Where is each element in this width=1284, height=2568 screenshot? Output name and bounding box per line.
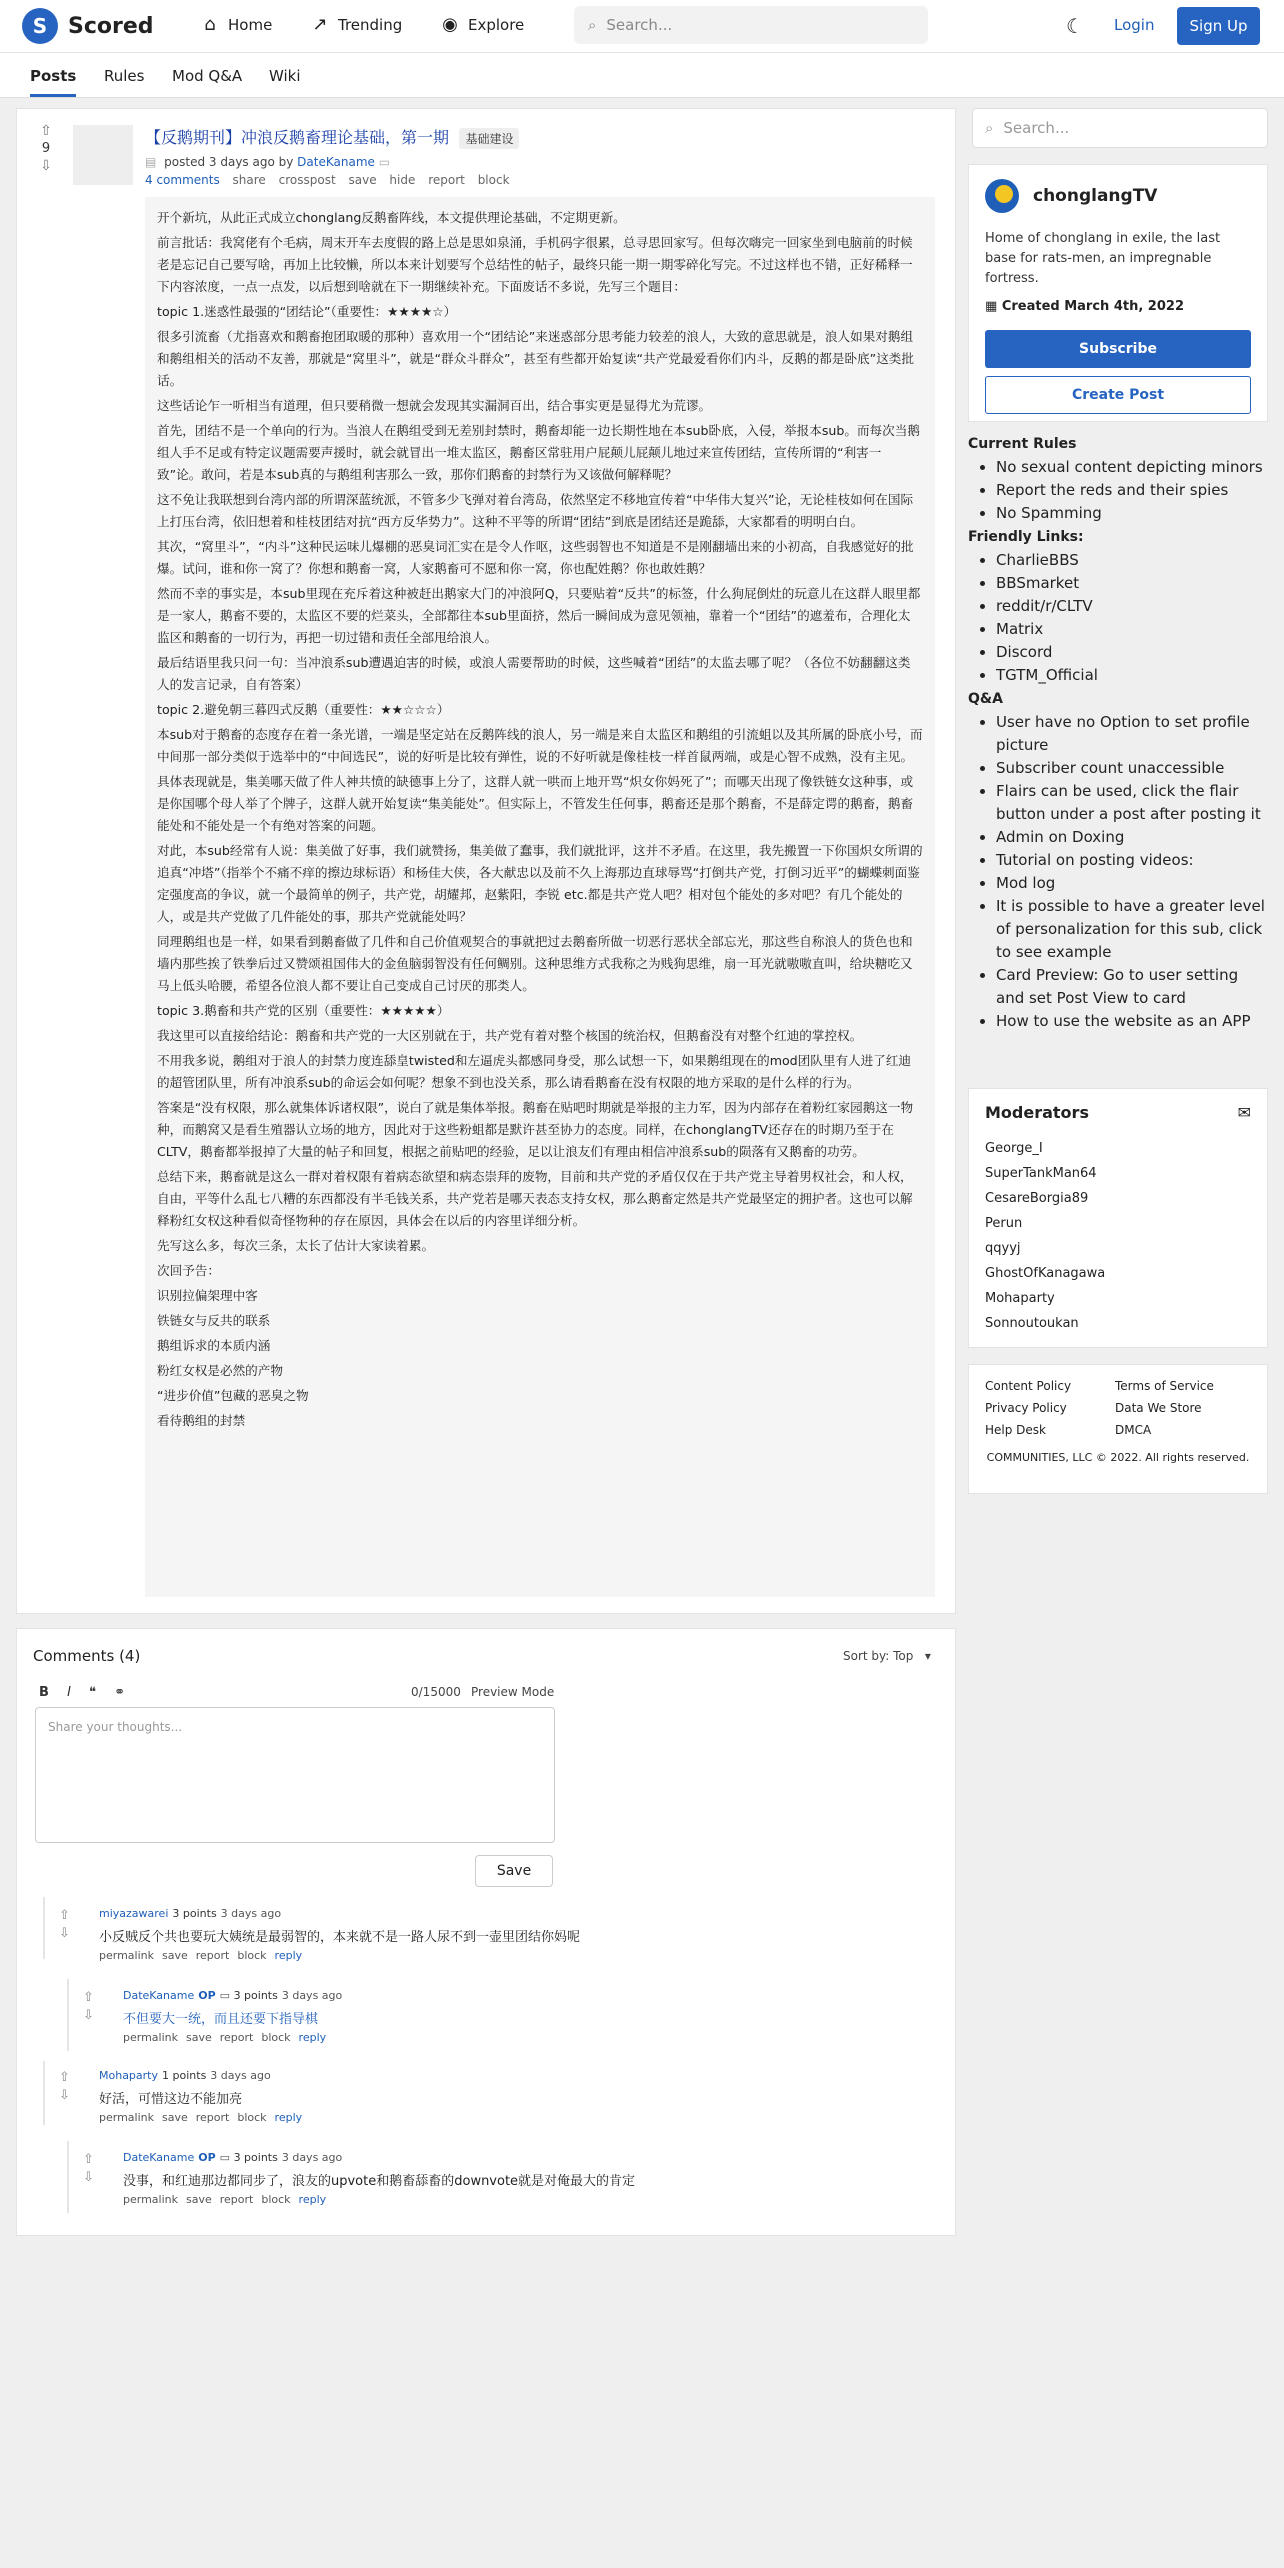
- comment-permalink-link[interactable]: permalink: [99, 2111, 154, 2124]
- comment-reply-link[interactable]: reply: [274, 2111, 303, 2124]
- moderator-link[interactable]: CesareBorgia89: [985, 1191, 1089, 1206]
- caret-down-icon: ▾: [917, 1649, 931, 1663]
- comment-author[interactable]: miyazawarei: [99, 1907, 169, 1920]
- comment-block-link[interactable]: block: [237, 1949, 267, 1962]
- save-comment-button[interactable]: Save: [475, 1855, 553, 1887]
- post-vote: [35, 123, 57, 174]
- bold-icon[interactable]: B: [39, 1685, 49, 1700]
- comment-permalink-link[interactable]: permalink: [123, 2031, 178, 2044]
- comment-save-link[interactable]: save: [162, 1949, 188, 1962]
- upvote-icon[interactable]: ⇧: [83, 2152, 94, 2167]
- footer-link[interactable]: Content Policy: [985, 1379, 1072, 1393]
- post-paragraph: 本sub对于鹅畜的态度存在着一条光谱，一端是坚定站在反鹅阵线的浪人，另一端是来自太监区和鹅组的引流蛆以及其所属的卧底小号，而中间那一部分类似于选举中的“中间选民”，说的好听是比较有弹性，说的不好听就是像桂枝一样首鼠两端，或是心智不成熟，没有主见。: [157, 727, 923, 764]
- subscribe-button[interactable]: Subscribe: [985, 330, 1251, 368]
- community-name[interactable]: chonglangTV: [1033, 186, 1158, 206]
- comment-meta: [123, 1989, 883, 2002]
- tab-wiki[interactable]: Wiki: [269, 67, 301, 85]
- comment-report-link[interactable]: report: [219, 2031, 254, 2044]
- downvote-icon[interactable]: ⇩: [83, 2008, 94, 2023]
- comment-actions: [123, 2193, 883, 2206]
- sort-label: Sort by: Top: [843, 1649, 914, 1663]
- community-description: Home of chonglang in exile, the last base for rats-men, an impregnable fortress.: [985, 231, 1221, 286]
- comment-report-link[interactable]: report: [219, 2193, 254, 2206]
- tab-posts[interactable]: Posts: [30, 67, 76, 97]
- friendly-link[interactable]: • reddit/r/CLTV: [996, 595, 1268, 618]
- comment-report-link[interactable]: report: [195, 2111, 230, 2124]
- comments-card: [16, 1628, 956, 2236]
- post-paragraph: 我这里可以直接给结论：鹅畜和共产党的一大区别就在于，共产党有着对整个核国的统治权，但鹅畜没有对整个红迪的掌控权。: [157, 1028, 863, 1043]
- qa-item[interactable]: • How to use the website as an APP: [996, 1010, 1268, 1033]
- comment-body: [99, 1907, 859, 1962]
- search-input[interactable]: [574, 6, 928, 44]
- footer-card: [968, 1364, 1268, 1494]
- sidebar-rules: [968, 434, 1268, 1037]
- comment-permalink-link[interactable]: permalink: [99, 1949, 154, 1962]
- share-link[interactable]: share: [232, 173, 266, 187]
- nav-explore-label: Explore: [468, 15, 525, 34]
- post-paragraph: 最后结语里我只问一句：当冲浪系sub遭遇迫害的时候，或浪人需要帮助的时候，这些喊着“团结”的太监去哪了呢？（各位不妨翻翻这类人的发言记录，自有答案）: [157, 655, 911, 692]
- post-card: [16, 108, 956, 1614]
- moderators-list: [985, 1136, 1251, 1336]
- moderators-card: [968, 1088, 1268, 1348]
- comment-text: 没事，和红迪那边都同步了，浪友的upvote和鹅畜舔畜的downvote就是对俺最大的肯定: [123, 2174, 636, 2189]
- post-paragraph: 总结下来，鹅畜就是这么一群对着权限有着病态欲望和病态崇拜的废物，目前和共产党的矛盾仅仅在于共产党主导着男权社会，和人权，自由，平等什么乱七八糟的东西都没有半毛钱关系，共产党若是哪天表态支持女权，那么鹅畜定然是共产党最坚定的拥护者。这也可以解释粉红女权这种看似奇怪物种的存在原因，具体会在以后的内容里详细分析。: [157, 1169, 913, 1228]
- upvote-icon[interactable]: ⇧: [83, 1990, 94, 2005]
- comment-reply-link[interactable]: reply: [298, 2031, 327, 2044]
- comment-textarea[interactable]: Share your thoughts...: [35, 1707, 555, 1843]
- post-paragraph: topic 1.迷惑性最强的“团结论”（重要性：★★★★☆）: [157, 304, 457, 319]
- comment-author[interactable]: DateKaname: [123, 2151, 195, 2164]
- comments-title: Comments (4): [33, 1647, 141, 1665]
- qa-item[interactable]: • It is possible to have a greater level of personalization for this sub, click to see example: [996, 895, 1268, 964]
- footer-link[interactable]: Help Desk: [985, 1423, 1046, 1437]
- comment-author[interactable]: DateKaname: [123, 1989, 195, 2002]
- post-body: [145, 197, 935, 1597]
- qa-item[interactable]: • Card Preview: Go to user setting and set Post View to card: [996, 964, 1268, 1010]
- qa-item[interactable]: • Flairs can be used, click the flair button under a post after posting it: [996, 780, 1268, 826]
- post-paragraph: 具体表现就是，集美哪天做了件人神共愤的缺德事上分了，这群人就一哄而上地开骂“炽女你妈死了”；而哪天出现了像铁链女这种事，或是你国哪个母人举了个牌子，这群人就开始复读“集美能处”。但实际上，不管发生任何事，鹅畜还是那个鹅畜，不是薛定谔的鹅畜，鹅畜能处和不能处是一个有绝对答案的问题。: [157, 774, 914, 833]
- thread-line: [67, 2141, 69, 2213]
- moderator-link[interactable]: GhostOfKanagawa: [985, 1266, 1106, 1281]
- post-paragraph: 首先，团结不是一个单向的行为。当浪人在鹅组受到无差别封禁时，鹅畜却能一边长期性地在本sub卧底，入侵，举报本sub。而每次当鹅组人手不足或有特定议题需要声援时，就会就冒出一堆太监区，鹅畜区常驻用户屁颠儿屁颠儿地过来宣传团结，宣传所谓的“利害一致”论。敢问，若是本sub真的与鹅组利害那么一致，那你们鹅畜的封禁行为又该做何解释呢？: [157, 423, 920, 482]
- nav-home[interactable]: [200, 14, 272, 35]
- post-meta: [145, 155, 925, 169]
- comment-text: 小反贼反个共也要玩大姨统是最弱智的，本来就不是一路人尿不到一壶里团结你妈呢: [99, 1930, 581, 1945]
- post-flair[interactable]: 基础建设: [459, 128, 519, 149]
- post-paragraph: 这些话论乍一听相当有道理，但只要稍微一想就会发现其实漏洞百出，结合事实更是显得尤为荒谬。: [157, 398, 712, 413]
- moderator-link[interactable]: George_I: [985, 1141, 1043, 1156]
- crosspost-link[interactable]: crosspost: [278, 173, 336, 187]
- community-created: [985, 299, 1251, 314]
- qa-item[interactable]: • Tutorial on posting videos:: [996, 849, 1268, 872]
- post-author[interactable]: DateKaname: [297, 155, 375, 169]
- thread-line: [67, 1979, 69, 2051]
- sidebar-search-placeholder: Search...: [1003, 119, 1070, 137]
- comment-points: 3 points: [172, 1907, 217, 1920]
- moderators-header: [985, 1103, 1251, 1122]
- friendly-link[interactable]: • BBSmarket: [996, 572, 1268, 595]
- comment-actions: [99, 1949, 859, 1962]
- signup-button[interactable]: Sign Up: [1177, 7, 1260, 45]
- op-badge: OP: [198, 2151, 216, 2164]
- user-flair-icon: ▭: [219, 2151, 234, 2164]
- thread-line: [43, 1897, 45, 1959]
- friendly-links-list: [968, 549, 1268, 687]
- sort-dropdown[interactable]: [843, 1649, 931, 1663]
- login-link[interactable]: Login: [1114, 16, 1155, 34]
- post-paragraph: 次回予告：: [157, 1263, 220, 1278]
- explore-icon: ◉: [442, 14, 458, 35]
- post-paragraph: topic 3.鹅畜和共产党的区别（重要性：★★★★★）: [157, 1003, 450, 1018]
- comment-meta: [99, 1907, 859, 1920]
- comment-reply-link[interactable]: reply: [298, 2193, 327, 2206]
- rule-item[interactable]: • No sexual content depicting minors: [996, 456, 1268, 479]
- save-link[interactable]: save: [348, 173, 377, 187]
- tab-mod-qa[interactable]: Mod Q&A: [172, 67, 243, 85]
- community-card: [968, 164, 1268, 422]
- footer-link[interactable]: Terms of Service: [1115, 1379, 1214, 1393]
- post-paragraph: 然而不幸的事实是，本sub里现在充斥着这种被赶出鹅家大门的冲浪阿Q，只要贴着“反共”的标签，什么狗屁倒灶的玩意儿在这群人眼里都是一家人，鹅畜不要的，太监区不要的烂菜头，全部都往本sub里面挤，然后一瞬间成为意见领袖，靠着一个“团结”的遮羞布，合理化太监区和鹅畜的一切行为，再把一切过错和责任全部甩给浪人。: [157, 586, 921, 645]
- post-score: 9: [41, 141, 51, 156]
- friendly-link[interactable]: • TGTM_Official: [996, 664, 1268, 687]
- comment-meta: [123, 2151, 883, 2164]
- friendly-link[interactable]: • Discord: [996, 641, 1268, 664]
- comment-time: 3 days ago: [210, 2069, 271, 2082]
- moderator-link[interactable]: qqyyj: [985, 1241, 1021, 1256]
- qa-item[interactable]: • Mod log: [996, 872, 1268, 895]
- qa-heading: Q&A: [968, 691, 1003, 707]
- moderators-title: Moderators: [985, 1103, 1089, 1122]
- nav-trending-label: Trending: [338, 15, 403, 34]
- site-name: Scored: [68, 13, 154, 39]
- created-date: Created March 4th, 2022: [1001, 299, 1184, 314]
- op-badge: OP: [198, 1989, 216, 2002]
- logo-icon: S: [22, 8, 58, 44]
- downvote-icon[interactable]: ⇩: [40, 158, 52, 174]
- block-link[interactable]: block: [477, 173, 510, 187]
- comment-block-link[interactable]: block: [261, 2193, 291, 2206]
- create-post-button[interactable]: Create Post: [985, 376, 1251, 414]
- post-thumbnail[interactable]: [73, 125, 133, 185]
- comment-report-link[interactable]: report: [195, 1949, 230, 1962]
- comment-reply-link[interactable]: reply: [274, 1949, 303, 1962]
- upvote-icon[interactable]: ⇧: [40, 123, 52, 139]
- post-paragraph: “进步价值”包藏的恶臭之物: [157, 1388, 309, 1403]
- footer-link[interactable]: Data We Store: [1115, 1401, 1202, 1415]
- post-paragraph: 同理鹅组也是一样，如果看到鹅畜做了几件和自己价值观契合的事就把过去鹅畜所做一切恶行恶状全部忘光，那这些自称浪人的货色也和墙内那些挨了铁拳后过又赞颂祖国伟大的金鱼脑弱智没有任何鲷别。这种思维方式我称之为贱狗思维，扇一耳光就嗷嗷直叫，给块糖吃又马上低头哈腰，希望各位浪人都不要让自己变成自己讨厌的那类人。: [157, 934, 913, 993]
- comment-time: 3 days ago: [220, 1907, 282, 1920]
- thread-line: [43, 2061, 45, 2125]
- search-placeholder: Search...: [606, 16, 673, 34]
- post-paragraph: 鹅组诉求的本质内涵: [157, 1338, 271, 1353]
- nav-trending[interactable]: [310, 14, 402, 35]
- comment-vote: [59, 2069, 70, 2105]
- search-icon: ⌕: [588, 16, 597, 34]
- post-paragraph: 其次，“窝里斗”，“内斗”这种民运味儿爆棚的恶臭词汇实在是令人作呕，这些弱智也不知道是不是刚翻墙出来的小初高，自我感觉好的批爆。试问，谁和你一窝了？你想和鹅畜一窝，人家鹅畜可不愿和你一窝，你也配姓鹅？你也敢姓鹅？: [157, 539, 914, 576]
- italic-icon[interactable]: I: [67, 1685, 71, 1700]
- hide-link[interactable]: hide: [389, 173, 416, 187]
- comment-permalink-link[interactable]: permalink: [123, 2193, 178, 2206]
- message-mods-icon[interactable]: ✉: [1237, 1103, 1251, 1122]
- comment-author[interactable]: Mohaparty: [99, 2069, 159, 2082]
- comment-text: 不但要大一统，而且还要下指导棋: [123, 2012, 319, 2027]
- downvote-icon[interactable]: ⇩: [59, 1926, 70, 1941]
- char-counter: 0/15000: [411, 1685, 461, 1699]
- report-link[interactable]: report: [428, 173, 465, 187]
- search-icon: ⌕: [985, 119, 994, 137]
- post-paragraph: 铁链女与反共的联系: [157, 1313, 271, 1328]
- sidebar-search-input[interactable]: [972, 108, 1268, 148]
- dark-mode-icon[interactable]: ☾: [1066, 14, 1084, 38]
- comment-actions: [99, 2111, 859, 2124]
- moderator-link[interactable]: Mohaparty: [985, 1291, 1055, 1306]
- link-icon[interactable]: ⚭: [114, 1685, 126, 1700]
- community-tabs: [0, 52, 1284, 98]
- comment-vote: [59, 1907, 70, 1943]
- moderator-link[interactable]: Sonnoutoukan: [985, 1316, 1079, 1331]
- downvote-icon[interactable]: ⇩: [83, 2170, 94, 2185]
- rules-heading: Current Rules: [968, 436, 1077, 452]
- comment-body: [123, 2151, 883, 2206]
- downvote-icon[interactable]: ⇩: [59, 2088, 70, 2103]
- qa-list: [968, 711, 1268, 1033]
- comment-vote: [83, 2151, 94, 2187]
- comment-save-link[interactable]: save: [186, 2193, 212, 2206]
- upvote-icon[interactable]: ⇧: [59, 2070, 70, 2085]
- trending-icon: ↗: [312, 14, 328, 35]
- text-post-icon: ▤: [145, 155, 157, 169]
- post-paragraph: topic 2.避免朝三暮四式反鹅（重要性：★★☆☆☆）: [157, 702, 450, 717]
- post-paragraph: 识别拉偏架理中客: [157, 1288, 258, 1303]
- comment-block-link[interactable]: block: [237, 2111, 267, 2124]
- comment-meta: [99, 2069, 859, 2082]
- rule-item[interactable]: • Report the reds and their spies: [996, 479, 1268, 502]
- quote-icon[interactable]: ❝: [89, 1685, 97, 1700]
- calendar-icon: ▦: [985, 299, 1002, 314]
- friendly-link[interactable]: • Matrix: [996, 618, 1268, 641]
- friendly-link[interactable]: • CharlieBBS: [996, 549, 1268, 572]
- editor-toolbar: [39, 1685, 139, 1700]
- post-paragraph: 这不免让我联想到台湾内部的所谓深蓝统派，不管多少飞弹对着台湾岛，依然坚定不移地宣传着“中华伟大复兴”论，无论桂枝如何在国际上打压台湾，依旧想着和桂枝团结对抗“西方反华势力”。这种不平等的所谓“团结”到底是团结还是跪舔，大家都看的明明白白。: [157, 492, 914, 529]
- comment-time: 3 days ago: [281, 1989, 343, 2002]
- nav-home-label: Home: [228, 15, 273, 34]
- user-flair-icon: ▭: [378, 155, 391, 169]
- comment-points: 1 points: [162, 2069, 207, 2082]
- qa-item[interactable]: • Admin on Doxing: [996, 826, 1268, 849]
- footer-links: [985, 1379, 1251, 1437]
- footer-link[interactable]: DMCA: [1115, 1423, 1152, 1437]
- moderator-link[interactable]: Perun: [985, 1216, 1023, 1231]
- community-avatar: [985, 179, 1019, 213]
- post-title[interactable]: 【反鹅期刊】冲浪反鹅畜理论基础，第一期: [145, 128, 450, 147]
- upvote-icon[interactable]: ⇧: [59, 1908, 70, 1923]
- post-paragraph: 前言批话：我窝佬有个毛病，周末开车去度假的路上总是思如泉涌，手机码字很累，总寻思回家写。但每次嗨完一回家坐到电脑前的时候老是忘记自己要写啥，再加上比较懒，所以本来计划要写个总结性的帖子，最终只能一期一期零碎化写完。不过这样也不错，正好稀释一下内容浓度，一点一点发，以后想到啥就在下一期继续补充。下面废话不多说，先写三个题目：: [157, 235, 913, 294]
- comments-link[interactable]: 4 comments: [145, 173, 220, 187]
- post-paragraph: 先写这么多，每次三条，太长了估计大家读着累。: [157, 1238, 435, 1253]
- post-paragraph: 对此，本sub经常有人说：集美做了好事，我们就赞扬，集美做了蠢事，我们就批评，这并不矛盾。在这里，我先搬置一下你国炽女所谓的追真“冲塔”（指举个不痛不痒的擦边球标语）和杨佳大侠，各大献忠以及前不久上海那边直球辱骂“打倒共产党，打倒习近平”的蝴蝶刺面鉴定强度高的争议，就一个最简单的例子，共产党，胡耀邦，赵紫阳，李锐 etc.都是共产党人吧？相对包个能处的多对吧？有几个能处的人，或是共产党做了几件能处的事，那共产党就能处吗？: [157, 843, 923, 924]
- comment-block-link[interactable]: block: [261, 2031, 291, 2044]
- comment-save-link[interactable]: save: [186, 2031, 212, 2044]
- home-icon: ⌂: [204, 14, 216, 35]
- copyright: COMMUNITIES, LLC © 2022. All rights reserved.: [986, 1451, 1250, 1464]
- comment-save-link[interactable]: save: [162, 2111, 188, 2124]
- moderator-link[interactable]: SuperTankMan64: [985, 1166, 1097, 1181]
- qa-item[interactable]: • Subscriber count unaccessible: [996, 757, 1268, 780]
- post-paragraph: 看待鹅组的封禁: [157, 1413, 246, 1428]
- qa-item[interactable]: • User have no Option to set profile picture: [996, 711, 1268, 757]
- post-paragraph: 粉红女权是必然的产物: [157, 1363, 283, 1378]
- user-flair-icon: ▭: [219, 1989, 234, 2002]
- nav-explore[interactable]: [440, 14, 524, 35]
- comment-text: 好活，可惜这边不能加亮: [99, 2092, 243, 2107]
- site-logo[interactable]: [22, 8, 154, 44]
- post-posted: posted 3 days ago by: [164, 155, 294, 169]
- post-actions: [145, 173, 925, 187]
- post-paragraph: 很多引流畜（尤指喜欢和鹅畜抱团取暖的那种）喜欢用一个“团结论”来迷惑部分思考能力较差的浪人，大致的意思就是，浪人如果对鹅组和鹅组相关的活动不友善，那就是“窝里斗”，就是“群众斗群众”，甚至有些都开始复读“共产党最爱看你们内斗，反鹅的都是卧底”这类批话。: [157, 329, 914, 388]
- rules-list: [968, 456, 1268, 525]
- post-paragraph: 答案是“没有权限，那么就集体诉诸权限”，说白了就是集体举报。鹅畜在贴吧时期就是举报的主力军，因为内部存在着粉红家园鹅这一物种，而鹅窝又是看生殖器认立场的地方，因此对于这些粉蛆都是默许甚至协力的态度。同样，在chonglangTV还存在的时期乃至于在CLTV，鹅畜都举报掉了大量的帖子和回复，根据之前贴吧的经验，足以让浪友们有理由相信冲浪系sub的陨落有又鹅畜的功劳。: [157, 1100, 914, 1159]
- links-heading: Friendly Links:: [968, 529, 1084, 545]
- preview-mode-toggle[interactable]: Preview Mode: [471, 1685, 555, 1699]
- comment-time: 3 days ago: [281, 2151, 343, 2164]
- comment-vote: [83, 1989, 94, 2025]
- comment-points: 3 points: [233, 1989, 278, 2002]
- comment-actions: [123, 2031, 883, 2044]
- top-bar: [0, 0, 1284, 52]
- community-name-row: [985, 179, 1251, 213]
- tab-rules[interactable]: Rules: [104, 67, 145, 85]
- comment-body: [123, 1989, 883, 2044]
- footer-link[interactable]: Privacy Policy: [985, 1401, 1067, 1415]
- comment-body: [99, 2069, 859, 2124]
- post-paragraph: 开个新坑，从此正式成立chonglang反鹅畜阵线，本文提供理论基础，不定期更新。: [157, 210, 626, 225]
- comment-points: 3 points: [233, 2151, 278, 2164]
- post-header: [145, 125, 925, 187]
- rule-item[interactable]: • No Spamming: [996, 502, 1268, 525]
- post-paragraph: 不用我多说，鹅组对于浪人的封禁力度连舔皇twisted和左逼虎头都感同身受，那么试想一下，如果鹅组现在的mod团队里有人进了红迪的超管团队里，所有冲浪系sub的命运会如何呢？想象不到也没关系，那么请看鹅畜在没有权限的地方采取的是什么样的行为。: [157, 1053, 912, 1090]
